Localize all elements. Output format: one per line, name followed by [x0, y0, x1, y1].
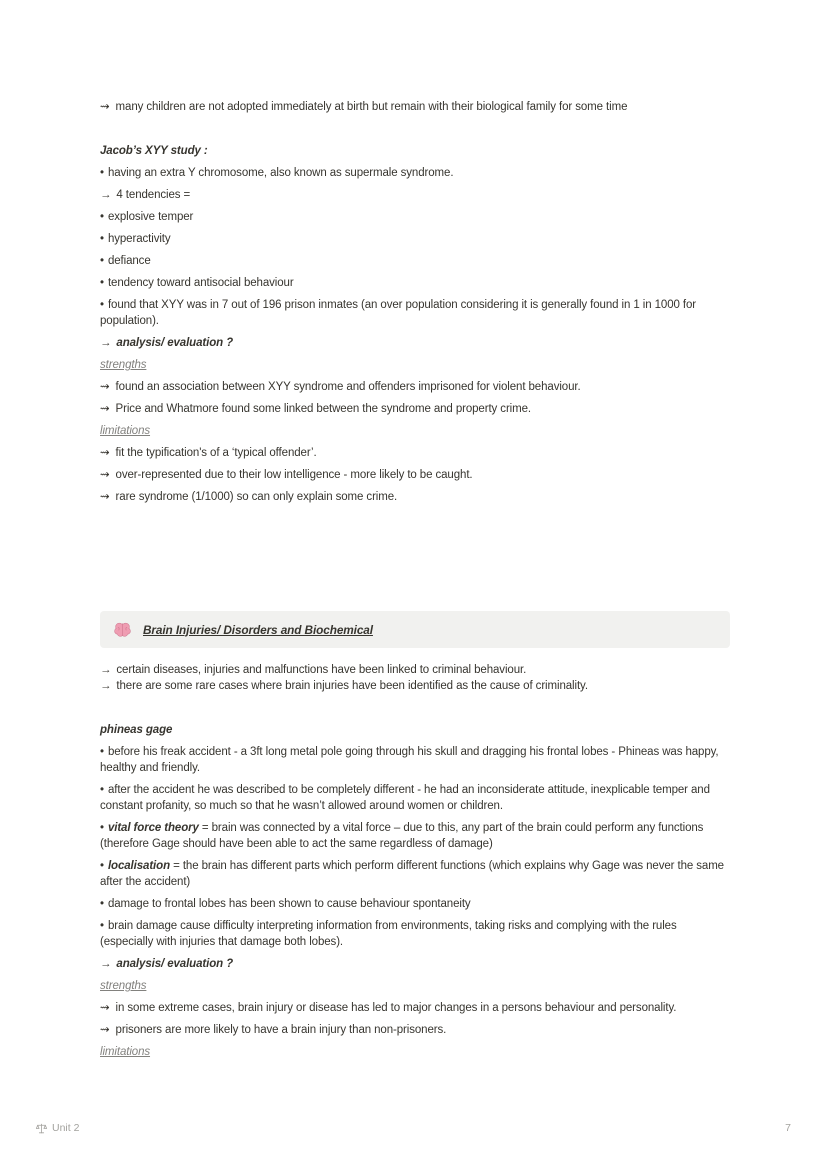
bullet-icon: •: [100, 860, 104, 872]
bullet-item: [100, 294, 730, 332]
strengths-label-text: strengths: [100, 359, 147, 371]
strength-text: Price and Whatmore found some linked between the syndrome and property crime.: [115, 403, 532, 415]
bullet-text: = brain was connected by a vital force – due to this, any part of the brain could perform any functions (therefore Gage should have been able to act the same regardless of damage): [100, 822, 704, 850]
strength-text: found an association between XYY syndrome and offenders imprisoned for violent behaviour.: [115, 381, 581, 393]
arrow-line-text: there are some rare cases where brain injuries have been identified as the cause of criminality.: [116, 680, 588, 692]
squiggle-arrow-icon: ⇝: [100, 447, 110, 459]
squiggle-arrow-icon: ⇝: [100, 491, 110, 503]
squiggle-arrow-icon: ⇝: [100, 469, 110, 481]
bullet-icon: •: [100, 746, 104, 758]
bullet-item: [100, 893, 730, 915]
scales-icon: [35, 1122, 48, 1135]
term-label: localisation: [107, 860, 171, 872]
bullet-item: [100, 272, 730, 294]
section-heading-jacobs-xyy-study: Jacob’s XYY study :: [100, 145, 208, 157]
bullet-text: having an extra Y chromosome, also known as supermale syndrome.: [107, 167, 454, 179]
section-heading-phineas-gage: phineas gage: [100, 724, 173, 736]
limitations-label: [100, 1041, 730, 1063]
squiggle-arrow-icon: ⇝: [100, 1024, 110, 1036]
bullet-icon: •: [100, 784, 104, 796]
footer-page-number: 7: [785, 1122, 791, 1134]
bullet-item: [100, 250, 730, 272]
bullet-icon: •: [100, 299, 104, 311]
bullet-item: [100, 855, 730, 893]
strengths-label-text: strengths: [100, 980, 147, 992]
bullet-item: [100, 915, 730, 953]
bullet-text: hyperactivity: [107, 233, 171, 245]
evaluation-heading: [100, 953, 730, 975]
bullet-text: = the brain has different parts which perform different functions (which explains why Gage was never the same after the accident): [100, 860, 724, 888]
bullet-icon: •: [100, 277, 104, 289]
limitations-label-text: limitations: [100, 425, 151, 437]
page-footer: [35, 1121, 791, 1135]
limitation-text: fit the typification's of a ‘typical offender’.: [115, 447, 317, 459]
bullet-item: [100, 817, 730, 855]
strength-text: in some extreme cases, brain injury or disease has led to major changes in a persons behaviour and personality.: [115, 1002, 677, 1014]
arrow-line: [100, 662, 730, 678]
arrow-icon: →: [100, 958, 112, 970]
strength-item: [100, 997, 730, 1019]
footer-unit: [35, 1121, 79, 1135]
limitation-text: over-represented due to their low intelligence - more likely to be caught.: [115, 469, 473, 481]
bullet-text: defiance: [107, 255, 151, 267]
arrow-line: [100, 678, 730, 694]
bullet-text: found that XYY was in 7 out of 196 prison inmates (an over population considering it is generally found in 1 in 1000 for population).: [100, 299, 697, 327]
bullet-text: tendency toward antisocial behaviour: [107, 277, 294, 289]
note-line: [100, 96, 730, 118]
arrow-icon: →: [100, 680, 112, 692]
brain-icon: [113, 620, 132, 639]
arrow-icon: →: [100, 337, 112, 349]
evaluation-heading-text: analysis/ evaluation ?: [116, 337, 234, 349]
limitation-item: [100, 442, 730, 464]
limitation-item: [100, 486, 730, 508]
arrow-icon: →: [100, 664, 112, 676]
strengths-label: [100, 354, 730, 376]
strength-item: [100, 1019, 730, 1041]
notes-content: [100, 96, 730, 1063]
bullet-icon: •: [100, 898, 104, 910]
bullet-icon: •: [100, 822, 104, 834]
arrow-icon: →: [100, 189, 112, 201]
bullet-icon: •: [100, 920, 104, 932]
bullet-item: [100, 741, 730, 779]
limitations-label: [100, 420, 730, 442]
bullet-item: [100, 206, 730, 228]
strength-item: [100, 376, 730, 398]
arrow-line-text: 4 tendencies =: [116, 189, 191, 201]
bullet-item: [100, 162, 730, 184]
bullet-text: damage to frontal lobes has been shown to cause behaviour spontaneity: [107, 898, 471, 910]
bullet-icon: •: [100, 167, 104, 179]
limitation-item: [100, 464, 730, 486]
strengths-label: [100, 975, 730, 997]
evaluation-heading: [100, 332, 730, 354]
bullet-item: [100, 228, 730, 250]
callout-title: Brain Injuries/ Disorders and Biochemical: [143, 622, 373, 637]
bullet-icon: •: [100, 233, 104, 245]
limitations-label-text: limitations: [100, 1046, 151, 1058]
strength-item: [100, 398, 730, 420]
squiggle-arrow-icon: ⇝: [100, 381, 110, 393]
limitation-text: rare syndrome (1/1000) so can only explain some crime.: [115, 491, 398, 503]
bullet-text: after the accident he was described to be completely different - he had an inconsiderate attitude, inexplicable temper and constant profanity, so much so that he wasn’t allowed around women or children.: [100, 784, 710, 812]
term-label: vital force theory: [107, 822, 199, 834]
squiggle-arrow-icon: ⇝: [100, 1002, 110, 1014]
arrow-line-tendencies: [100, 184, 730, 206]
squiggle-arrow-icon: ⇝: [100, 403, 110, 415]
bullet-text: brain damage cause difficulty interpreting information from environments, taking risks and complying with the rules (especially with injuries that damage both lobes).: [100, 920, 677, 948]
strength-text: prisoners are more likely to have a brain injury than non-prisoners.: [115, 1024, 447, 1036]
footer-unit-label: Unit 2: [52, 1122, 80, 1134]
squiggle-arrow-icon: ⇝: [100, 101, 110, 113]
bullet-text: explosive temper: [107, 211, 194, 223]
bullet-icon: •: [100, 211, 104, 223]
callout-brain-injuries: [100, 611, 730, 648]
evaluation-heading-text: analysis/ evaluation ?: [116, 958, 234, 970]
note-text: many children are not adopted immediately at birth but remain with their biological family for some time: [115, 101, 628, 113]
bullet-item: [100, 779, 730, 817]
bullet-icon: •: [100, 255, 104, 267]
arrow-line-text: certain diseases, injuries and malfunctions have been linked to criminal behaviour.: [116, 664, 527, 676]
bullet-text: before his freak accident - a 3ft long metal pole going through his skull and dragging his frontal lobes - Phineas was happy, healthy and friendly.: [100, 746, 719, 774]
